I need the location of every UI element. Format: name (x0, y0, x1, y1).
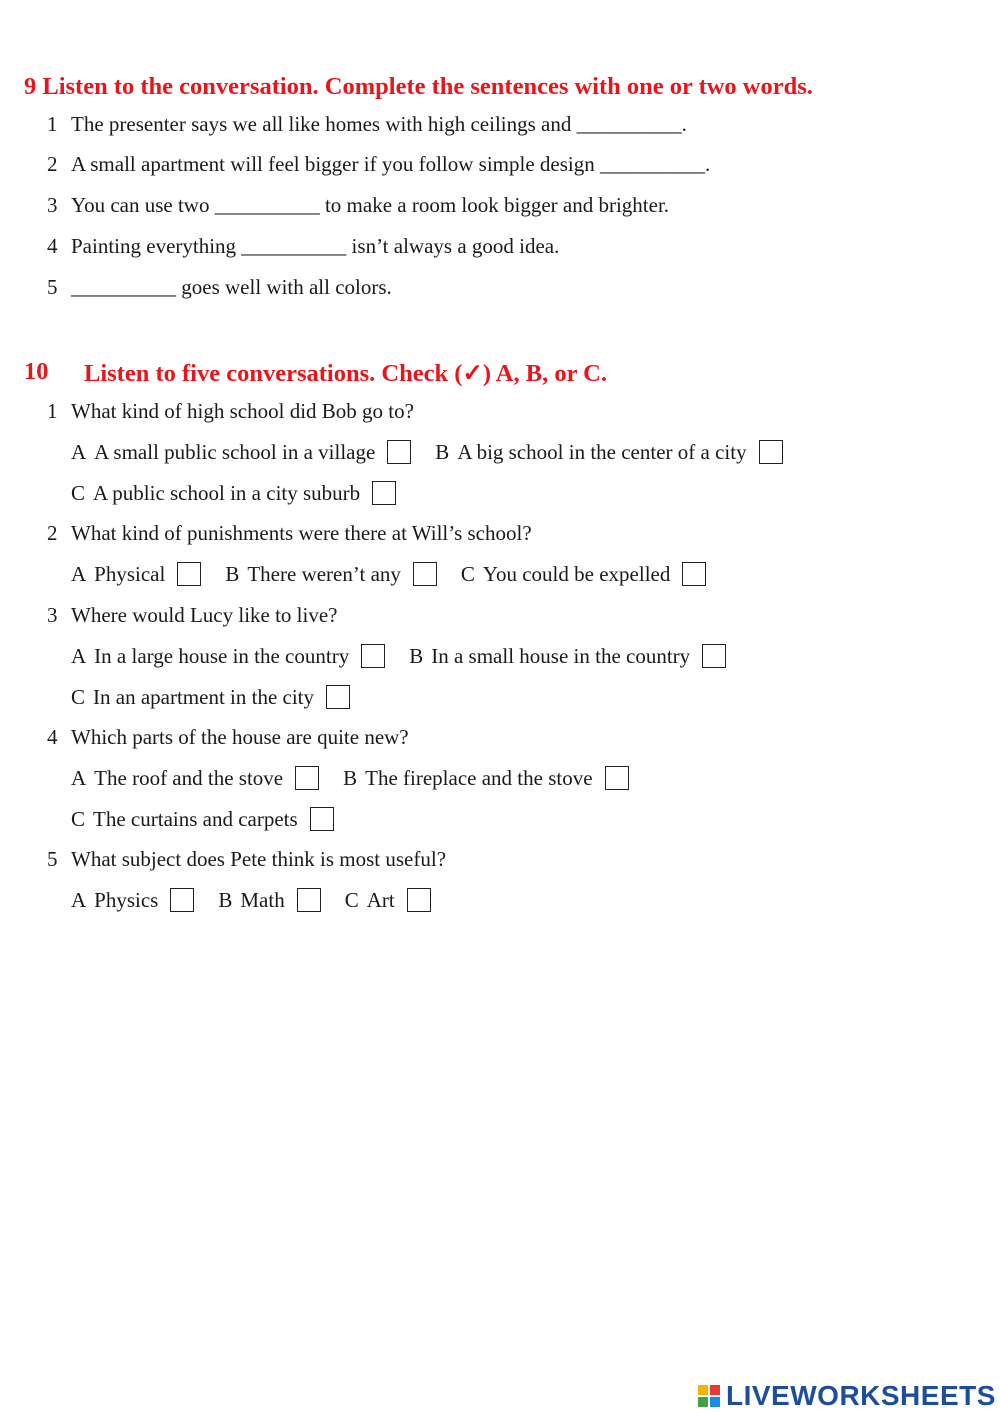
ex9-item-5 (47, 275, 392, 300)
item-text: Painting everything __________ isn’t always a good idea. (71, 234, 560, 258)
exercise-10-number: 10 (24, 358, 49, 385)
option-a (71, 766, 319, 791)
option-letter: A (71, 644, 87, 668)
option-letter: B (343, 766, 358, 790)
option-c (71, 685, 350, 710)
option-text: In a large house in the country (94, 644, 350, 668)
logo-tile (698, 1385, 708, 1395)
question-text: Which parts of the house are quite new? (71, 725, 409, 749)
item-number: 5 (47, 275, 58, 299)
item-text: __________ goes well with all colors. (71, 275, 392, 299)
checkbox[interactable] (177, 562, 201, 586)
option-b (409, 644, 726, 669)
logo-tile (710, 1397, 720, 1407)
item-number: 4 (47, 234, 58, 258)
checkbox[interactable] (702, 644, 726, 668)
logo-tile (698, 1397, 708, 1407)
ex9-item-3 (47, 193, 669, 218)
option-letter: B (435, 440, 450, 464)
ex10-question-1 (47, 399, 414, 424)
option-c (71, 481, 396, 506)
option-b (435, 440, 782, 465)
option-text: Math (240, 888, 285, 912)
checkbox[interactable] (170, 888, 194, 912)
option-letter: C (460, 562, 475, 586)
option-c (461, 562, 706, 587)
option-letter: B (409, 644, 424, 668)
question-text: What kind of punishments were there at Will’s school? (71, 521, 532, 545)
ex9-item-2 (47, 152, 710, 177)
option-text: The roof and the stove (94, 766, 284, 790)
ex10-question-5 (47, 847, 446, 872)
option-text: In a small house in the country (431, 644, 691, 668)
logo-tile (710, 1385, 720, 1395)
question-text: Where would Lucy like to live? (71, 603, 338, 627)
option-b (218, 888, 320, 913)
ex10-q3-options-row-1 (71, 644, 726, 669)
option-letter: C (71, 807, 86, 831)
option-letter: A (71, 766, 87, 790)
option-letter: B (225, 562, 240, 586)
option-letter: B (218, 888, 233, 912)
logo-mark-icon (698, 1385, 720, 1407)
option-letter: A (71, 888, 87, 912)
ex10-question-3 (47, 603, 338, 628)
option-text: Art (366, 888, 395, 912)
question-text: What subject does Pete think is most useful? (71, 847, 447, 871)
option-text: Physics (94, 888, 159, 912)
checkbox[interactable] (310, 807, 334, 831)
checkbox[interactable] (759, 440, 783, 464)
option-c (71, 807, 334, 832)
question-number: 2 (47, 521, 58, 545)
exercise-10-heading: Listen to five conversations. Check (✓) A, B, or C. (84, 360, 607, 387)
checkbox[interactable] (372, 481, 396, 505)
ex10-question-2 (47, 521, 532, 546)
logo-text: LIVEWORKSHEETS (726, 1380, 996, 1411)
option-letter: C (344, 888, 359, 912)
option-text: There weren’t any (247, 562, 401, 586)
option-a (71, 562, 201, 587)
option-text: A small public school in a village (94, 440, 376, 464)
option-text: Physical (94, 562, 166, 586)
option-b (343, 766, 628, 791)
option-text: A big school in the center of a city (457, 440, 747, 464)
option-text: The curtains and carpets (93, 807, 298, 831)
question-number: 4 (47, 725, 58, 749)
checkbox[interactable] (413, 562, 437, 586)
checkbox[interactable] (387, 440, 411, 464)
option-text: A public school in a city suburb (93, 481, 361, 505)
checkbox[interactable] (297, 888, 321, 912)
ex10-q4-options-row-2 (71, 807, 334, 832)
question-number: 3 (47, 603, 58, 627)
ex9-item-4 (47, 234, 559, 259)
question-number: 5 (47, 847, 58, 871)
question-number: 1 (47, 399, 58, 423)
option-letter: A (71, 440, 87, 464)
checkbox[interactable] (605, 766, 629, 790)
checkbox[interactable] (326, 685, 350, 709)
option-a (71, 644, 385, 669)
option-text: The fireplace and the stove (365, 766, 593, 790)
option-a (71, 440, 411, 465)
option-text: In an apartment in the city (93, 685, 315, 709)
ex10-question-4 (47, 725, 409, 750)
ex10-q3-options-row-2 (71, 685, 350, 710)
exercise-9-heading: 9 Listen to the conversation. Complete the sentences with one or two words. (24, 73, 813, 100)
ex10-q1-options-row-1 (71, 440, 783, 465)
checkbox[interactable] (361, 644, 385, 668)
checkbox[interactable] (682, 562, 706, 586)
option-letter: C (71, 481, 86, 505)
ex10-q4-options-row-1 (71, 766, 629, 791)
ex10-q1-options-row-2 (71, 481, 396, 506)
item-text: A small apartment will feel bigger if you follow simple design __________. (71, 152, 711, 176)
checkbox[interactable] (407, 888, 431, 912)
option-b (225, 562, 437, 587)
item-number: 2 (47, 152, 58, 176)
ex10-q5-options-row-1 (71, 888, 431, 913)
liveworksheets-logo (698, 1380, 996, 1412)
item-text: You can use two __________ to make a room look bigger and brighter. (71, 193, 670, 217)
option-c (345, 888, 431, 913)
question-text: What kind of high school did Bob go to? (71, 399, 414, 423)
option-letter: A (71, 562, 87, 586)
item-number: 3 (47, 193, 58, 217)
ex10-q2-options-row-1 (71, 562, 706, 587)
option-text: You could be expelled (482, 562, 671, 586)
item-text: The presenter says we all like homes with high ceilings and __________. (71, 112, 687, 136)
option-letter: C (71, 685, 86, 709)
ex9-item-1 (47, 112, 687, 137)
option-a (71, 888, 194, 913)
item-number: 1 (47, 112, 58, 136)
checkbox[interactable] (295, 766, 319, 790)
